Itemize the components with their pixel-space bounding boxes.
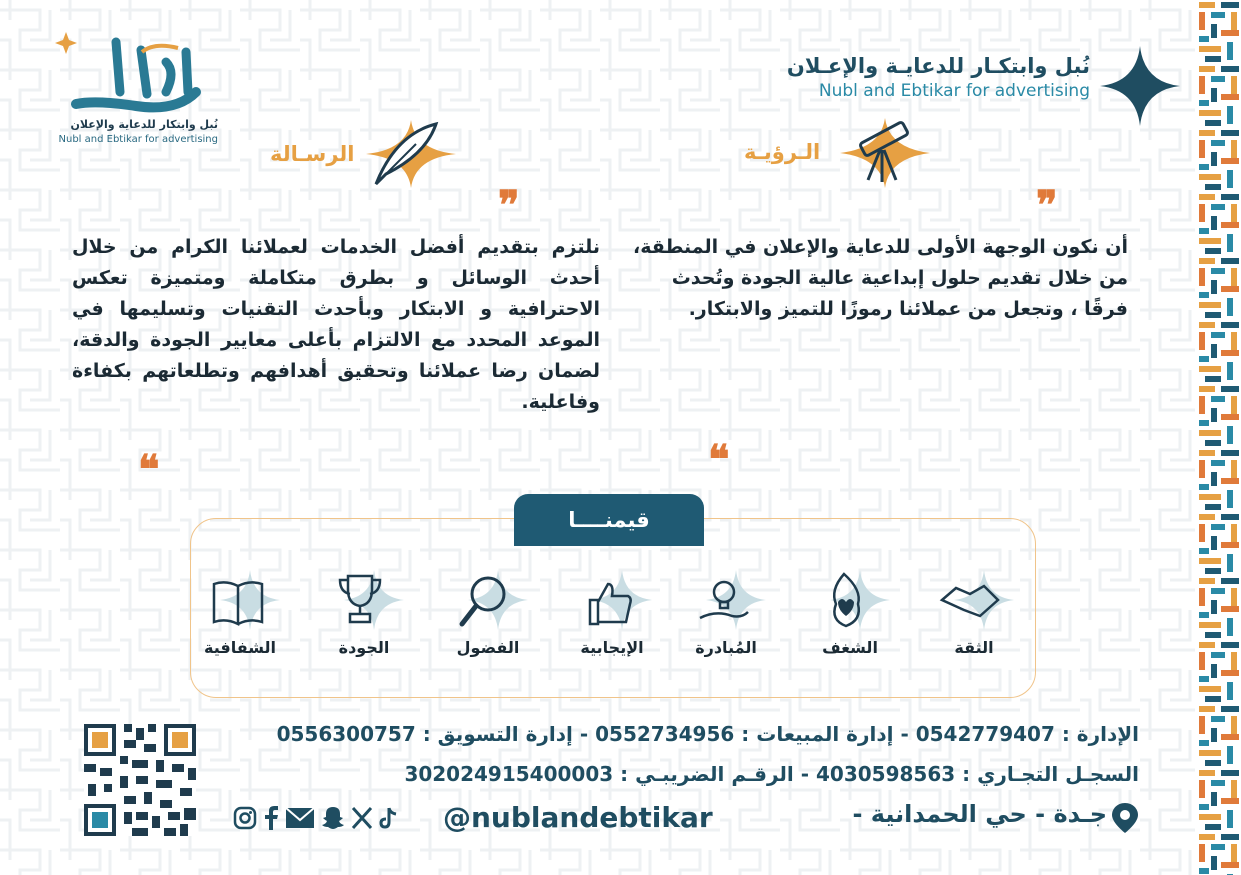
quote-open-mark: ❞ <box>498 182 520 229</box>
vision-heading <box>740 118 940 188</box>
value-label: الفضول <box>456 638 520 657</box>
contact-phones: الإدارة : 0542779407 - إدارة المبيعات : 0552734956 - إدارة التسويق : 0556300757 <box>276 722 1139 746</box>
trophy-icon <box>324 570 404 630</box>
value-trust <box>924 570 1024 680</box>
quote-close-mark: ❝ <box>138 446 160 493</box>
value-positivity <box>562 570 662 680</box>
brand-logo <box>28 22 218 152</box>
mission-text: نلتزم بتقديم أفضل الخدمات لعملائنا الكرام من خلال أحدث الوسائل و بطرق متكاملة ومتميزة تعكس الاحترافية و الابتكار وبأحدث التقنيات وتسليمها في الموعد المحدد مع الالتزام بأعلى معايير الجودة والدقة، لضمان رضا عملائنا وتحقيق أهدافهم وتطلعاتهم بكفاءة وفاعلية. <box>72 236 600 413</box>
logo-calligraphy <box>46 22 216 122</box>
mission-title: الرسـالة <box>270 142 355 166</box>
logo-english-tagline: Nubl and Ebtikar for advertising <box>58 134 218 145</box>
value-label: الثقة <box>954 638 994 657</box>
quote-close-mark: ❝ <box>708 436 730 483</box>
four-point-star-icon <box>1100 46 1180 126</box>
decorative-border <box>1197 0 1241 875</box>
social-handle[interactable]: @nublandebtikar <box>443 801 713 834</box>
snapchat-icon[interactable] <box>321 806 345 830</box>
mission-heading <box>266 108 466 178</box>
value-curiosity <box>438 570 538 680</box>
values-title: قيمنــــا <box>514 494 704 546</box>
value-label: الشفافية <box>203 638 276 657</box>
facebook-icon[interactable] <box>263 806 279 830</box>
x-icon[interactable] <box>351 806 373 830</box>
value-label: الجودة <box>338 638 390 657</box>
brand-name-arabic: نُبل وابتكـار للدعايـة والإعـلان <box>786 54 1090 78</box>
feather-icon <box>366 114 456 194</box>
vision-title: الـرؤيـة <box>744 140 821 164</box>
value-quality <box>314 570 414 680</box>
magnifier-icon <box>448 570 528 630</box>
instagram-icon[interactable] <box>233 806 257 830</box>
brand-header <box>760 46 1180 110</box>
lightbulb-hand-icon <box>686 570 766 630</box>
value-initiative <box>676 570 776 680</box>
quote-open-mark: ❞ <box>1036 182 1058 229</box>
contact-address: جـدة - حي الحمدانية - <box>852 800 1107 828</box>
open-book-icon <box>200 570 280 630</box>
telescope-icon <box>840 118 930 188</box>
value-transparency <box>190 570 290 680</box>
heart-flame-icon <box>810 570 890 630</box>
vision-text: أن نكون الوجهة الأولى للدعاية والإعلان في المنطقة، من خلال تقديم حلول إبداعية عالية الجودة وتُحدث فرقًا ، وتجعل من عملائنا رموزًا للتميز والابتكار. <box>633 236 1128 320</box>
handshake-icon <box>934 570 1014 630</box>
value-label: الشغف <box>822 638 878 657</box>
value-label: المُبادرة <box>695 638 757 657</box>
qr-code[interactable] <box>84 724 196 836</box>
logo-arabic-tagline: نُبل وابتكار للدعاية والإعلان <box>70 118 218 131</box>
value-passion <box>800 570 900 680</box>
tiktok-icon[interactable] <box>379 806 399 830</box>
contact-registration: السجـل التجـاري : 4030598563 - الرقـم الضريبـي : 302024915400003 <box>404 762 1139 786</box>
value-label: الإيجابية <box>580 638 644 657</box>
email-icon[interactable] <box>285 806 315 830</box>
brand-name-english: Nubl and Ebtikar for advertising <box>818 81 1090 101</box>
thumbs-up-icon <box>572 570 652 630</box>
location-pin-icon <box>1112 803 1138 833</box>
social-icons <box>233 806 399 830</box>
